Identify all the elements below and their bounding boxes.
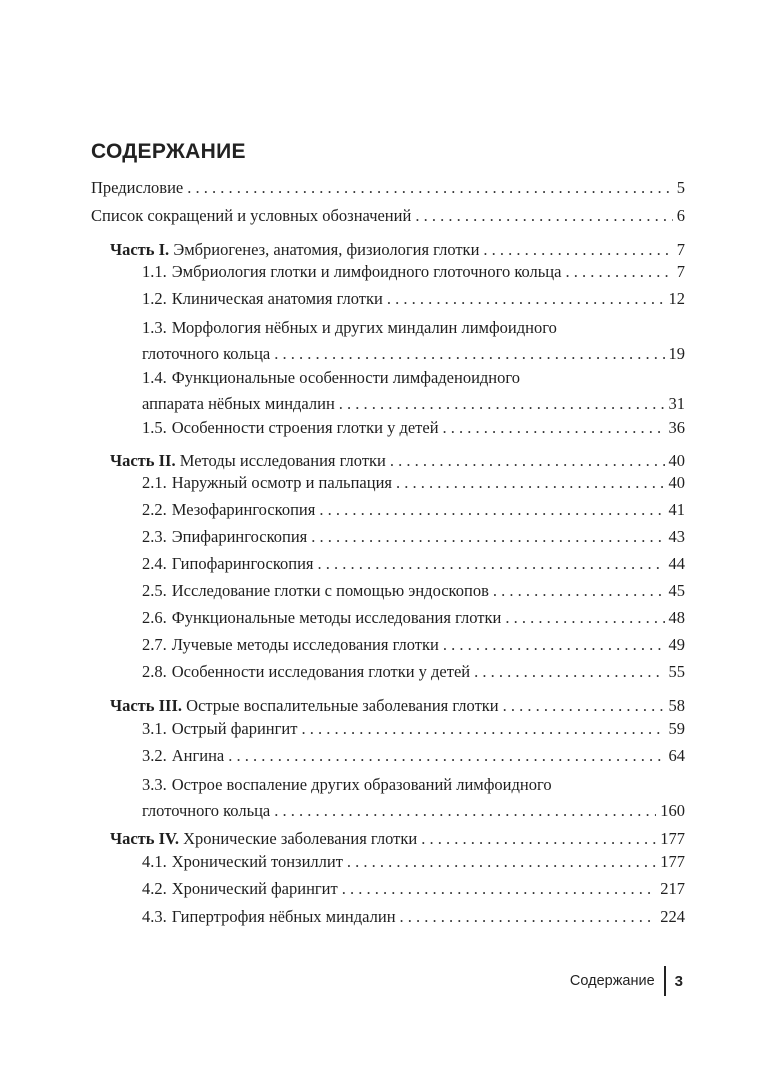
- dot-leader: [311, 524, 664, 550]
- section-number: 2.7.: [142, 635, 167, 654]
- page-number-ref: 177: [660, 852, 685, 871]
- entry-title: Мезофарингоскопия: [171, 500, 316, 519]
- dot-leader: [443, 632, 665, 658]
- entry-text: [142, 659, 470, 685]
- dot-leader: [347, 849, 656, 875]
- entry-text: [91, 203, 411, 229]
- page-number-ref: 12: [668, 289, 685, 308]
- entry-title: Гипофарингоскопия: [171, 554, 314, 573]
- entry-title: Острый фарингит: [171, 719, 298, 738]
- toc-subsection-entry: [142, 524, 685, 550]
- page-number-ref: 160: [660, 801, 685, 820]
- page-number-ref: 36: [668, 418, 685, 437]
- dot-leader: [301, 716, 664, 742]
- entry-title: Особенности исследования глотки у детей: [171, 662, 471, 681]
- toc-subsection-entry: [142, 365, 685, 417]
- toc-subsection-entry: [142, 743, 685, 769]
- entry-title: Хронический тонзиллит: [171, 852, 343, 871]
- section-number: 4.2.: [142, 879, 167, 898]
- toc-subsection-entry: [142, 259, 685, 285]
- entry-text: [142, 632, 439, 658]
- page-number-ref: 55: [668, 662, 685, 681]
- section-number: 2.1.: [142, 473, 167, 492]
- section-number: 1.1.: [142, 262, 167, 281]
- toc-subsection-entry: [142, 551, 685, 577]
- dot-leader: [400, 904, 657, 930]
- toc-subsection-entry: [142, 659, 685, 685]
- entry-title: Хронические заболевания глотки: [183, 829, 418, 848]
- dot-leader: [443, 415, 665, 441]
- page-number-ref: 7: [676, 240, 685, 259]
- page-number-ref: 40: [668, 451, 685, 470]
- entry-first-line: [142, 365, 685, 391]
- entry-line: [142, 798, 685, 824]
- section-number: 2.5.: [142, 581, 167, 600]
- dot-leader: [319, 497, 664, 523]
- section-number: 1.3.: [142, 318, 167, 337]
- entry-text: [142, 743, 224, 769]
- page-footer: [570, 966, 683, 996]
- entry-line: [91, 203, 685, 229]
- toc-subsection-entry: [142, 315, 685, 367]
- section-number: 4.3.: [142, 907, 167, 926]
- page-number-ref: 45: [668, 581, 685, 600]
- entry-line: [142, 551, 685, 577]
- entry-text: [142, 876, 338, 902]
- dot-leader: [474, 659, 664, 685]
- page-number-ref: 31: [668, 394, 685, 413]
- toc-subsection-entry: [142, 716, 685, 742]
- entry-title-continuation: глоточного кольца: [142, 801, 271, 820]
- page-number-ref: 48: [668, 608, 685, 627]
- section-number: 2.2.: [142, 500, 167, 519]
- entry-title: Предисловие: [91, 178, 184, 197]
- entry-text: [142, 578, 489, 604]
- footer-divider: [664, 966, 666, 996]
- part-label: Часть I.: [110, 240, 170, 259]
- section-number: 2.4.: [142, 554, 167, 573]
- section-number: 2.3.: [142, 527, 167, 546]
- page-number: 3: [674, 972, 683, 990]
- page-number-ref: 177: [660, 829, 685, 848]
- entry-text: [142, 524, 307, 550]
- entry-title: Список сокращений и условных обозначений: [91, 206, 412, 225]
- part-label: Часть IV.: [110, 829, 179, 848]
- toc-entry: [91, 175, 685, 201]
- page-number-ref: 7: [676, 262, 685, 281]
- part-label: Часть II.: [110, 451, 176, 470]
- entry-text: [142, 497, 315, 523]
- dot-leader: [505, 605, 664, 631]
- entry-text: [142, 716, 297, 742]
- dot-leader: [318, 551, 665, 577]
- entry-line: [142, 391, 685, 417]
- entry-title: Хронический фарингит: [171, 879, 338, 898]
- entry-title: Исследование глотки с помощью эндоскопов: [171, 581, 489, 600]
- page-number-ref: 43: [668, 527, 685, 546]
- dot-leader: [493, 578, 665, 604]
- entry-text: [142, 605, 501, 631]
- dot-leader: [187, 175, 673, 201]
- toc-subsection-entry: [142, 632, 685, 658]
- dot-leader: [415, 203, 672, 229]
- entry-line: [142, 904, 685, 930]
- page-number-ref: 59: [668, 719, 685, 738]
- entry-title: Методы исследования глотки: [179, 451, 386, 470]
- toc-subsection-entry: [142, 849, 685, 875]
- entry-title: Лучевые методы исследования глотки: [171, 635, 439, 654]
- entry-title: Эмбриогенез, анатомия, физиология глотки: [173, 240, 480, 259]
- page-number-ref: 64: [668, 746, 685, 765]
- section-number: 1.2.: [142, 289, 167, 308]
- entry-first-line: [142, 315, 685, 341]
- section-number: 4.1.: [142, 852, 167, 871]
- running-header: Содержание: [569, 973, 655, 989]
- entry-line: [142, 578, 685, 604]
- section-number: 1.5.: [142, 418, 167, 437]
- page-number-ref: 217: [660, 879, 685, 898]
- page-title: СОДЕРЖАНИЕ: [91, 140, 246, 163]
- part-label: Часть III.: [110, 696, 183, 715]
- toc-subsection-entry: [142, 415, 685, 441]
- page-number-ref: 6: [676, 206, 685, 225]
- entry-title: Гипертрофия нёбных миндалин: [171, 907, 396, 926]
- entry-line: [142, 524, 685, 550]
- page-number-ref: 40: [668, 473, 685, 492]
- page-number-ref: 41: [668, 500, 685, 519]
- page-number-ref: 224: [660, 907, 685, 926]
- entry-title: Особенности строения глотки у детей: [171, 418, 439, 437]
- toc-subsection-entry: [142, 470, 685, 496]
- entry-line: [142, 743, 685, 769]
- toc-entry: [91, 203, 685, 229]
- entry-title: Острое воспаление других образований лимфоидного: [171, 775, 552, 794]
- entry-line: [142, 415, 685, 441]
- section-number: 3.2.: [142, 746, 167, 765]
- entry-line: [142, 716, 685, 742]
- entry-title-continuation: глоточного кольца: [142, 344, 271, 363]
- entry-line: [142, 470, 685, 496]
- entry-text: [142, 551, 314, 577]
- dot-leader: [228, 743, 664, 769]
- entry-text: [142, 415, 439, 441]
- dot-leader: [274, 341, 664, 367]
- entry-text: [142, 904, 396, 930]
- section-number: 2.6.: [142, 608, 167, 627]
- entry-title: Острые воспалительные заболевания глотки: [186, 696, 499, 715]
- entry-title: Функциональные методы исследования глотки: [171, 608, 502, 627]
- page-number-ref: 19: [668, 344, 685, 363]
- toc-subsection-entry: [142, 578, 685, 604]
- page-number-ref: 58: [668, 696, 685, 715]
- entry-text: [142, 259, 561, 285]
- entry-title: Эпифарингоскопия: [171, 527, 308, 546]
- dot-leader: [339, 391, 665, 417]
- entry-line: [91, 175, 685, 201]
- entry-title: Эмбриология глотки и лимфоидного глоточного кольца: [171, 262, 562, 281]
- entry-title: Морфология нёбных и других миндалин лимфоидного: [171, 318, 557, 337]
- entry-line: [142, 632, 685, 658]
- dot-leader: [387, 286, 665, 312]
- entry-line: [142, 876, 685, 902]
- entry-line: [142, 341, 685, 367]
- entry-title: Наружный осмотр и пальпация: [171, 473, 392, 492]
- entry-title: Ангина: [171, 746, 225, 765]
- entry-line: [142, 497, 685, 523]
- section-number: 1.4.: [142, 368, 167, 387]
- toc-subsection-entry: [142, 605, 685, 631]
- entry-text: [142, 849, 343, 875]
- dot-leader: [396, 470, 665, 496]
- toc-subsection-entry: [142, 876, 685, 902]
- dot-leader: [274, 798, 656, 824]
- page-number-ref: 5: [676, 178, 685, 197]
- section-number: 3.3.: [142, 775, 167, 794]
- entry-text: [142, 286, 383, 312]
- page-number-ref: 49: [668, 635, 685, 654]
- toc-subsection-entry: [142, 772, 685, 824]
- entry-line: [142, 286, 685, 312]
- entry-line: [142, 659, 685, 685]
- toc-subsection-entry: [142, 904, 685, 930]
- dot-leader: [565, 259, 672, 285]
- entry-title: Функциональные особенности лимфаденоидного: [171, 368, 520, 387]
- entry-line: [142, 259, 685, 285]
- section-number: 2.8.: [142, 662, 167, 681]
- toc-subsection-entry: [142, 286, 685, 312]
- toc-subsection-entry: [142, 497, 685, 523]
- entry-first-line: [142, 772, 685, 798]
- entry-line: [142, 849, 685, 875]
- entry-title-continuation: аппарата нёбных миндалин: [142, 394, 335, 413]
- entry-title: Клиническая анатомия глотки: [171, 289, 383, 308]
- entry-line: [142, 605, 685, 631]
- entry-text: [142, 470, 392, 496]
- entry-text: [91, 175, 183, 201]
- page-number-ref: 44: [668, 554, 685, 573]
- section-number: 3.1.: [142, 719, 167, 738]
- dot-leader: [342, 876, 657, 902]
